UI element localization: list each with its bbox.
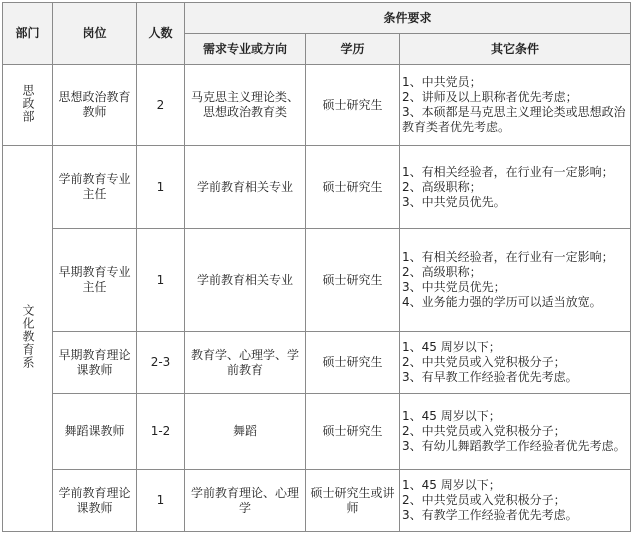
condition-line: 2、高级职称； <box>402 179 482 194</box>
count-cell: 1 <box>137 470 185 532</box>
major-cell: 学前教育相关专业 <box>185 146 306 229</box>
degree-cell: 硕士研究生 <box>306 146 400 229</box>
other-conditions-cell <box>400 470 631 532</box>
major-cell: 教育学、心理学、学前教育 <box>185 332 306 394</box>
major-cell: 学前教育理论、心理学 <box>185 470 306 532</box>
degree-cell: 硕士研究生 <box>306 394 400 470</box>
major-cell: 马克思主义理论类、思想政治教育类 <box>185 65 306 146</box>
degree-cell: 硕士研究生 <box>306 229 400 332</box>
header-major: 需求专业或方向 <box>185 34 306 65</box>
count-cell: 2-3 <box>137 332 185 394</box>
condition-line: 2、讲师及以上职称者优先考虑； <box>402 90 578 104</box>
condition-line: 1、有相关经验者，在行业有一定影响； <box>402 164 614 179</box>
header-other: 其它条件 <box>400 34 631 65</box>
department-cell <box>3 65 53 146</box>
other-conditions-cell <box>400 146 631 229</box>
department-name: 思政部 <box>21 83 35 123</box>
major-cell: 学前教育相关专业 <box>185 229 306 332</box>
major-cell: 舞蹈 <box>185 394 306 470</box>
header-degree: 学历 <box>306 34 400 65</box>
condition-line: 3、中共党员优先。 <box>402 194 506 209</box>
count-cell: 2 <box>137 65 185 146</box>
other-conditions-cell <box>400 65 631 146</box>
table-row <box>3 394 631 470</box>
table-row <box>3 332 631 394</box>
other-conditions-cell <box>400 394 631 470</box>
position-cell: 早期教育理论课教师 <box>53 332 137 394</box>
degree-cell: 硕士研究生 <box>306 65 400 146</box>
degree-cell: 硕士研究生 <box>306 332 400 394</box>
table-row <box>3 65 631 146</box>
condition-line: 1、45 周岁以下； <box>402 409 501 423</box>
condition-line: 3、有早教工作经验者优先考虑。 <box>402 370 578 384</box>
count-cell: 1 <box>137 229 185 332</box>
department-name: 文化教育系 <box>21 304 35 369</box>
other-conditions-cell <box>400 229 631 332</box>
condition-line: 1、中共党员； <box>402 75 482 89</box>
condition-line: 1、45 周岁以下； <box>402 478 501 492</box>
position-cell: 早期教育专业主任 <box>53 229 137 332</box>
condition-line: 1、45 周岁以下； <box>402 340 501 354</box>
department-cell <box>3 146 53 532</box>
header-department: 部门 <box>3 3 53 65</box>
header-count: 人数 <box>137 3 185 65</box>
table-row <box>3 229 631 332</box>
recruitment-table <box>2 2 631 532</box>
condition-line: 4、业务能力强的学历可以适当放宽。 <box>402 295 602 309</box>
condition-line: 3、中共党员优先； <box>402 280 506 294</box>
header-requirements: 条件要求 <box>185 3 631 34</box>
position-cell: 舞蹈课教师 <box>53 394 137 470</box>
condition-line: 2、中共党员或入党积极分子； <box>402 424 566 438</box>
other-conditions-cell <box>400 332 631 394</box>
condition-line: 3、有教学工作经验者优先考虑。 <box>402 508 578 522</box>
count-cell: 1 <box>137 146 185 229</box>
condition-line: 2、高级职称； <box>402 265 482 279</box>
table-row <box>3 470 631 532</box>
condition-line: 2、中共党员或入党积极分子； <box>402 493 566 507</box>
position-cell: 学前教育理论课教师 <box>53 470 137 532</box>
condition-line: 1、有相关经验者，在行业有一定影响； <box>402 250 614 264</box>
condition-line: 3、本硕都是马克思主义理论类或思想政治教育类者优先考虑。 <box>402 105 626 134</box>
position-cell: 思想政治教育教师 <box>53 65 137 146</box>
condition-line: 3、有幼儿舞蹈教学工作经验者优先考虑。 <box>402 439 626 453</box>
count-cell: 1-2 <box>137 394 185 470</box>
position-cell: 学前教育专业主任 <box>53 146 137 229</box>
condition-line: 2、中共党员或入党积极分子； <box>402 355 566 369</box>
header-position: 岗位 <box>53 3 137 65</box>
degree-cell: 硕士研究生或讲师 <box>306 470 400 532</box>
table-row <box>3 146 631 229</box>
